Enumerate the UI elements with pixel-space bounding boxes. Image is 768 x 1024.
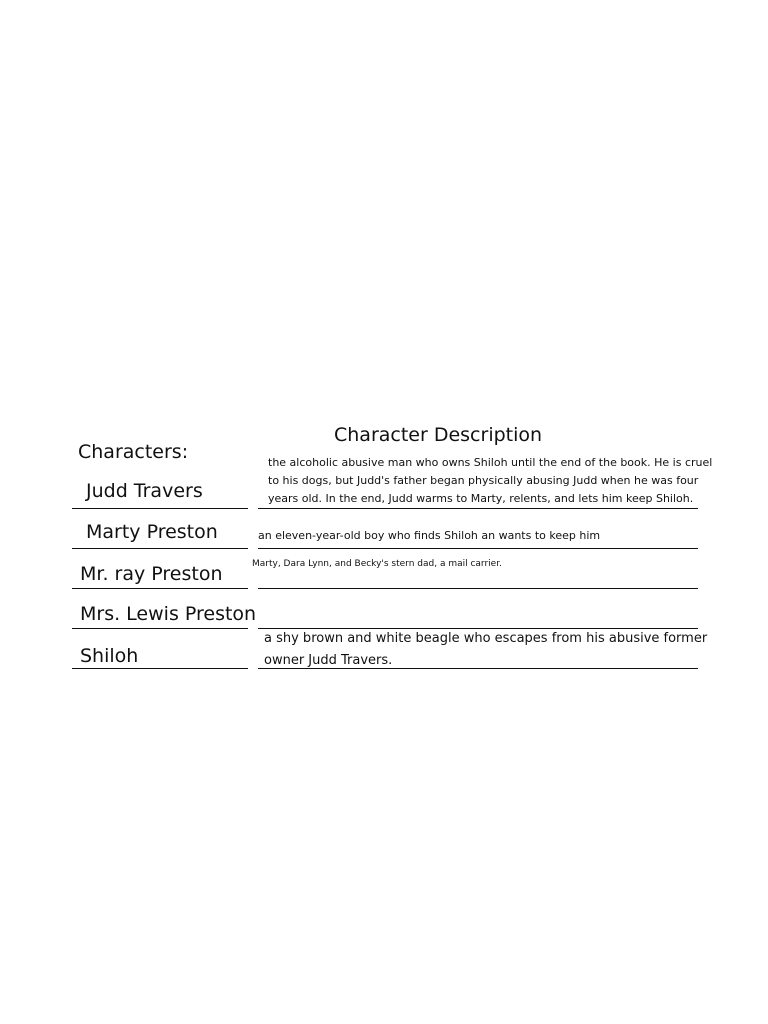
description-underline [258, 668, 698, 669]
description-underline [258, 548, 698, 549]
name-underline [72, 668, 248, 669]
name-underline [72, 548, 248, 549]
characters-label: Characters: [78, 441, 189, 463]
name-underline [72, 508, 248, 509]
character-name-marty-preston: Marty Preston [86, 521, 218, 543]
character-description-line: Marty, Dara Lynn, and Becky's stern dad, a mail carrier. [252, 559, 502, 569]
character-description-line: to his dogs, but Judd's father began physically abusing Judd when he was four [268, 474, 699, 487]
character-description-line: an eleven-year-old boy who finds Shiloh an wants to keep him [258, 529, 601, 542]
character-name-judd-travers: Judd Travers [86, 480, 203, 502]
character-name-shiloh: Shiloh [80, 645, 139, 667]
name-underline [72, 628, 248, 629]
description-underline [258, 588, 698, 589]
description-underline [258, 508, 698, 509]
character-description-line: the alcoholic abusive man who owns Shiloh until the end of the book. He is cruel [268, 456, 713, 469]
character-description-line: years old. In the end, Judd warms to Marty, relents, and lets him keep Shiloh. [268, 492, 694, 505]
character-description-line: owner Judd Travers. [264, 653, 393, 668]
name-underline [72, 588, 248, 589]
character-name-mr-ray-preston: Mr. ray Preston [80, 563, 223, 585]
character-name-mrs-lewis-preston: Mrs. Lewis Preston [80, 603, 257, 625]
page-title: Character Description [334, 424, 543, 446]
character-description-line: a shy brown and white beagle who escapes from his abusive former [264, 631, 708, 646]
